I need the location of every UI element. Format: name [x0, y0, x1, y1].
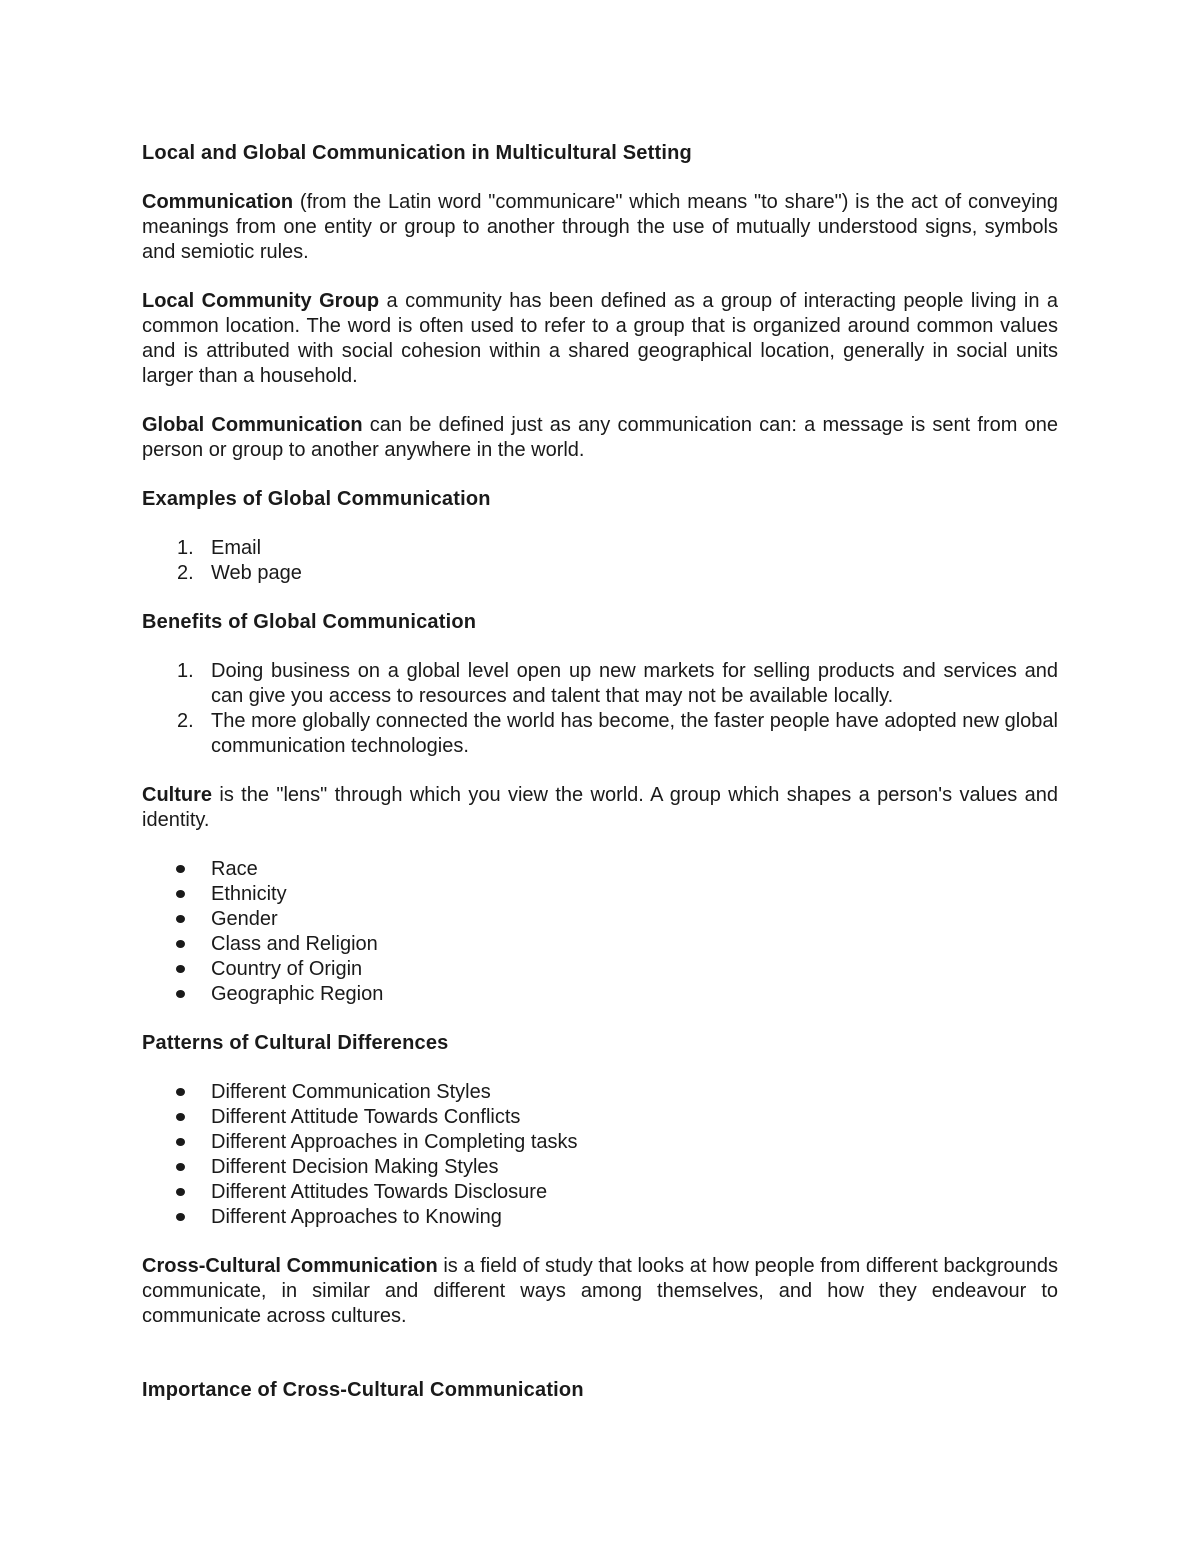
list-item [142, 659, 1058, 709]
document-title: Local and Global Communication in Multicultural Setting [142, 142, 692, 164]
examples-list [142, 536, 1058, 586]
list-item [142, 561, 1058, 586]
cross-cultural-term: Cross-Cultural Communication [142, 1255, 438, 1277]
culture-list [142, 857, 1058, 1007]
list-item [142, 1155, 1058, 1180]
bullet-icon [176, 1188, 185, 1196]
global-communication-paragraph [142, 413, 1058, 463]
list-item [142, 1080, 1058, 1105]
list-item [142, 1105, 1058, 1130]
communication-definition: (from the Latin word "communicare" which means "to share") is the act of conveying meanings from one entity or group to another through the use of mutually understood signs, symbols and semiotic rules. [142, 191, 1058, 263]
bullet-icon [176, 865, 185, 873]
examples-heading: Examples of Global Communication [142, 488, 491, 510]
list-item [142, 1180, 1058, 1205]
importance-heading: Importance of Cross-Cultural Communication [142, 1379, 584, 1401]
bullet-icon [176, 915, 185, 923]
list-item-text: Different Decision Making Styles [211, 1156, 499, 1178]
list-item [142, 982, 1058, 1007]
list-number: 2. [177, 562, 194, 584]
list-item-text: Different Attitude Towards Conflicts [211, 1106, 521, 1128]
list-item [142, 932, 1058, 957]
list-item-text: Different Attitudes Towards Disclosure [211, 1181, 548, 1203]
bullet-icon [176, 940, 185, 948]
list-item-text: Gender [211, 908, 278, 930]
list-item-text: Geographic Region [211, 983, 384, 1005]
culture-term: Culture [142, 784, 212, 806]
list-item-text: Class and Religion [211, 933, 378, 955]
bullet-icon [176, 1213, 185, 1221]
bullet-icon [176, 1088, 185, 1096]
culture-paragraph [142, 783, 1058, 833]
list-item [142, 907, 1058, 932]
cross-cultural-paragraph [142, 1254, 1058, 1329]
list-item-text: Different Approaches in Completing tasks [211, 1131, 578, 1153]
bullet-icon [176, 890, 185, 898]
bullet-icon [176, 1113, 185, 1121]
list-number: 1. [177, 660, 194, 682]
list-item [142, 1130, 1058, 1155]
list-item [142, 957, 1058, 982]
list-item-text: The more globally connected the world has become, the faster people have adopted new global communication technologies. [211, 710, 1058, 757]
communication-term: Communication [142, 191, 294, 213]
local-community-definition: a community has been defined as a group of interacting people living in a common location. The word is often used to refer to a group that is organized around common values and is attributed with social cohesion within a shared geographical location, generally in social units larger than a household. [142, 290, 1058, 387]
culture-definition: is the "lens" through which you view the world. A group which shapes a person's values and identity. [142, 784, 1058, 831]
bullet-icon [176, 1163, 185, 1171]
patterns-list [142, 1080, 1058, 1230]
cross-cultural-definition: is a field of study that looks at how people from different backgrounds communicate, in similar and different ways among themselves, and how they endeavour to communicate across cultures. [142, 1255, 1058, 1327]
list-item-text: Doing business on a global level open up new markets for selling products and services and can give you access to resources and talent that may not be available locally. [211, 660, 1058, 707]
benefits-heading: Benefits of Global Communication [142, 611, 477, 633]
list-item [142, 709, 1058, 759]
document-content [142, 141, 1058, 1403]
list-number: 2. [177, 710, 194, 732]
list-item [142, 882, 1058, 907]
local-community-paragraph [142, 289, 1058, 389]
list-item-text: Ethnicity [211, 883, 287, 905]
bullet-icon [176, 965, 185, 973]
patterns-heading: Patterns of Cultural Differences [142, 1032, 449, 1054]
list-item [142, 536, 1058, 561]
list-item [142, 1205, 1058, 1230]
local-community-term: Local Community Group [142, 290, 380, 312]
communication-paragraph [142, 190, 1058, 265]
global-communication-term: Global Communication [142, 414, 363, 436]
list-item-text: Country of Origin [211, 958, 363, 980]
list-item-text: Web page [211, 562, 302, 584]
list-item-text: Race [211, 858, 258, 880]
list-item-text: Email [211, 537, 262, 559]
global-communication-definition: can be defined just as any communication can: a message is sent from one person or group to another anywhere in the world. [142, 414, 1058, 461]
benefits-list [142, 659, 1058, 759]
list-item-text: Different Approaches to Knowing [211, 1206, 502, 1228]
bullet-icon [176, 990, 185, 998]
list-number: 1. [177, 537, 194, 559]
list-item-text: Different Communication Styles [211, 1081, 491, 1103]
bullet-icon [176, 1138, 185, 1146]
list-item [142, 857, 1058, 882]
